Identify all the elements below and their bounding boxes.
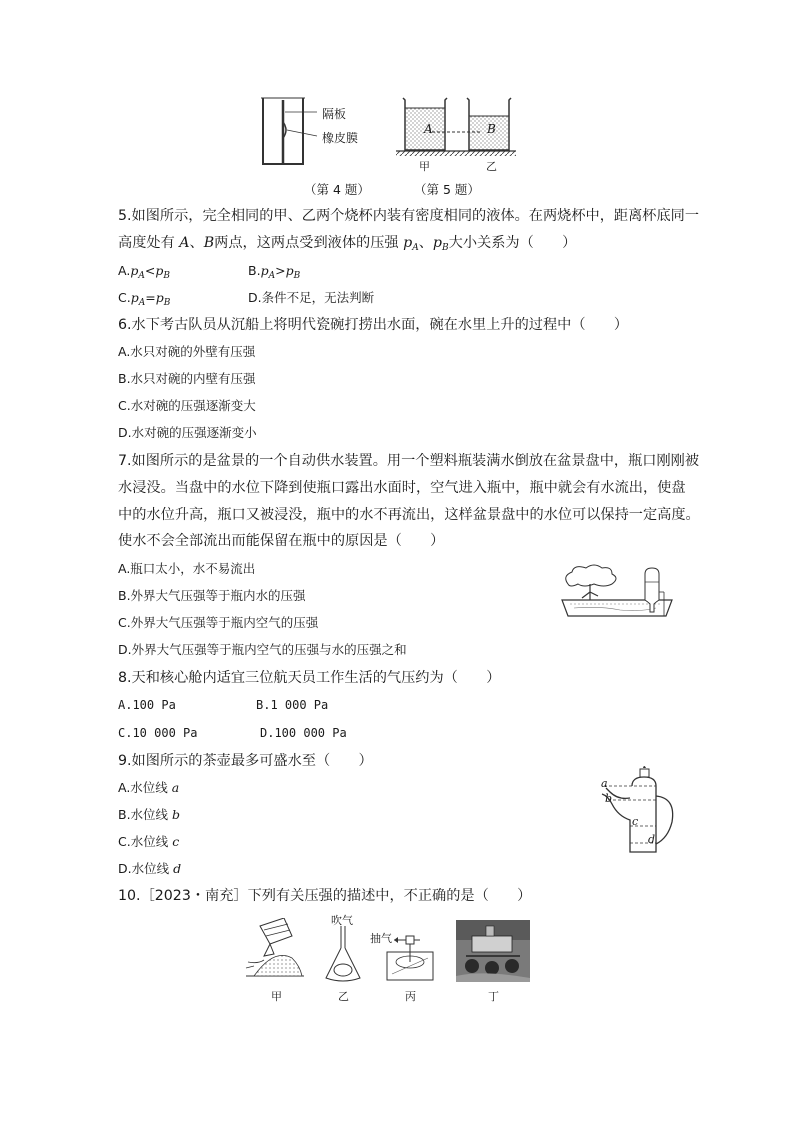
point-a-label: A	[424, 122, 433, 136]
q9-option-a[interactable]: A.水位线 a	[118, 780, 180, 795]
q7-option-d[interactable]: D.外界大气压强等于瓶内空气的压强与水的压强之和	[118, 642, 407, 657]
teapot-level-d: d	[648, 833, 656, 846]
q7-option-a[interactable]: A.瓶口太小，水不易流出	[118, 561, 256, 576]
q8-option-a[interactable]: A.100 Pa	[118, 698, 176, 712]
q7-option-b[interactable]: B.外界大气压强等于瓶内水的压强	[118, 588, 306, 603]
panel-bing-label: 丙	[405, 990, 416, 1003]
figure-5-beakers	[392, 94, 518, 156]
q7-stem-line4: 使水不会全部流出而能保留在瓶中的原因是（ ）	[118, 533, 445, 549]
teapot-level-a: a	[601, 777, 608, 790]
q8-option-d[interactable]: D.100 000 Pa	[260, 726, 347, 740]
beaker-yi-label: 乙	[486, 160, 497, 173]
q6-option-d[interactable]: D.水对碗的压强逐渐变小	[118, 425, 257, 440]
panel-jia-illustration	[246, 918, 304, 976]
q5-stem-line2: 高度处有 A、B两点，这两点受到液体的压强 $p_A$、$p_B$大小关系为（ ）	[118, 235, 577, 253]
figure-4-caption: （第 4 题）	[304, 182, 370, 197]
q9-stem: 9.如图所示的茶壶最多可盛水至（ ）	[118, 753, 373, 769]
panel-ding-label: 丁	[488, 990, 499, 1003]
figure-7-bonsai-water-device	[560, 562, 675, 626]
partition-label: 隔板	[322, 107, 347, 121]
panel-bing-illustration	[387, 936, 433, 980]
figure-5-caption: （第 5 题）	[414, 182, 480, 197]
panel-yi-label: 乙	[338, 990, 349, 1003]
q7-option-c[interactable]: C.外界大气压强等于瓶内空气的压强	[118, 615, 319, 630]
panel-ding-photo	[456, 920, 530, 982]
q5-option-c[interactable]: $C.p_A=p_B$	[118, 290, 171, 308]
q6-stem: 6.水下考古队员从沉船上将明代瓷碗打捞出水面，碗在水里上升的过程中（ ）	[118, 317, 629, 333]
q6-option-a[interactable]: A.水只对碗的外壁有压强	[118, 344, 256, 359]
q7-stem-line2: 水浸没。当盘中的水位下降到使瓶口露出水面时，空气进入瓶中，瓶中就会有水流出，使盘	[118, 480, 686, 496]
q9-option-c[interactable]: C.水位线 c	[118, 834, 180, 849]
q5-option-a[interactable]: $A.p_A<p_B$	[118, 263, 170, 281]
q8-stem: 8.天和核心舱内适宜三位航天员工作生活的气压约为（ ）	[118, 670, 501, 686]
teapot-level-b: b	[605, 792, 613, 805]
q10-stem: 10.［2023・南充］下列有关压强的描述中，不正确的是（ ）	[118, 888, 532, 904]
q5-stem-line1: 5.如图所示，完全相同的甲、乙两个烧杯内装有密度相同的液体。在两烧杯中，距离杯底同一	[118, 208, 700, 224]
point-b-label: B	[487, 122, 496, 136]
figure-10-panels	[244, 918, 534, 984]
panel-yi-illustration	[326, 926, 360, 981]
q6-option-b[interactable]: B.水只对碗的内壁有压强	[118, 371, 256, 386]
q7-stem-line3: 中的水位升高，瓶口又被浸没，瓶中的水不再流出，这样盆景盘中的水位可以保持一定高度。	[118, 507, 700, 523]
q5-option-d[interactable]: D.条件不足，无法判断	[248, 290, 375, 305]
beaker-jia-label: 甲	[419, 160, 430, 173]
q9-option-b[interactable]: B.水位线 b	[118, 807, 181, 822]
teapot-level-c: c	[632, 815, 639, 828]
q6-option-c[interactable]: C.水对碗的压强逐渐变大	[118, 398, 256, 413]
figure-9-teapot	[598, 764, 680, 860]
pump-label: 抽气	[370, 932, 392, 945]
q5-option-b[interactable]: $B.p_A>p_B$	[248, 263, 301, 281]
q8-option-c[interactable]: C.10 000 Pa	[118, 726, 198, 740]
membrane-label: 橡皮膜	[322, 131, 359, 145]
q9-option-d[interactable]: D.水位线 d	[118, 861, 182, 876]
blow-label: 吹气	[331, 914, 353, 927]
q8-option-b[interactable]: B.1 000 Pa	[256, 698, 329, 712]
panel-jia-label: 甲	[271, 990, 282, 1003]
q7-stem-line1: 7.如图所示的是盆景的一个自动供水装置。用一个塑料瓶装满水倒放在盆景盘中，瓶口刚刚被	[118, 453, 700, 469]
